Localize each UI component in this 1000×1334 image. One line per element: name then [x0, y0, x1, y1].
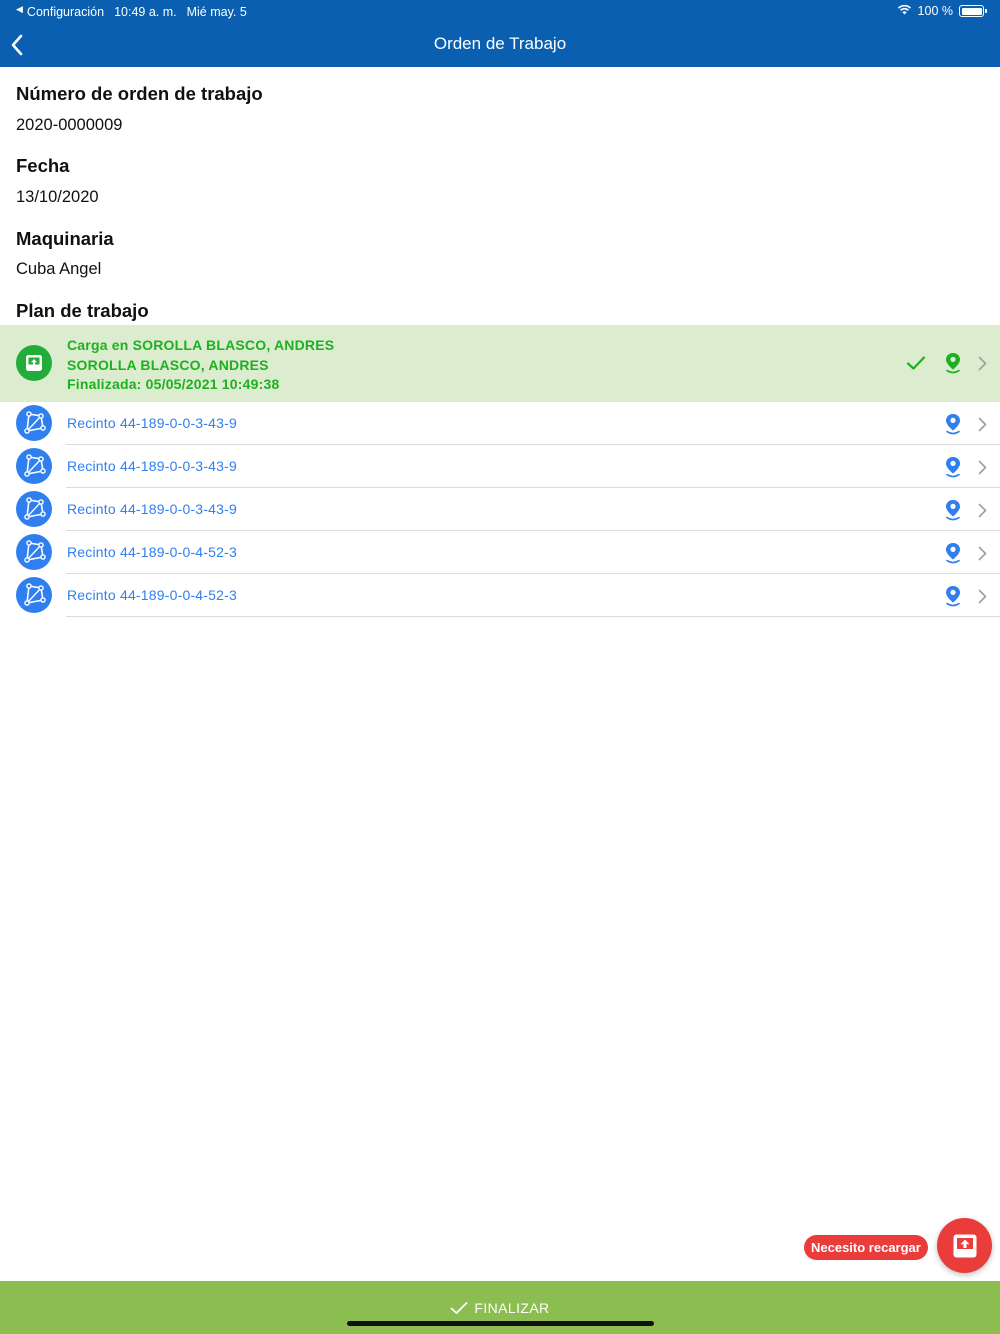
upload-tray-icon: [16, 345, 52, 381]
battery-icon: [959, 5, 984, 17]
polygon-icon: [16, 491, 52, 527]
back-to-app-icon[interactable]: ◀: [16, 4, 23, 14]
top-bar: [0, 0, 1000, 67]
date-label: Fecha: [16, 155, 70, 176]
recinto-label: Recinto 44-189-0-0-4-52-3: [67, 544, 237, 560]
checkmark-icon: [905, 352, 927, 374]
home-indicator: [347, 1321, 654, 1326]
machinery-label: Maquinaria: [16, 228, 114, 249]
status-bar: [0, 0, 1000, 24]
finish-button[interactable]: [0, 1281, 1000, 1334]
completed-title: Carga en SOROLLA BLASCO, ANDRES: [67, 337, 335, 353]
map-pin-icon[interactable]: [941, 351, 965, 375]
chevron-right-icon[interactable]: [974, 414, 990, 434]
plan-item-recinto[interactable]: [0, 402, 1000, 445]
completed-owner: SOROLLA BLASCO, ANDRES: [67, 356, 269, 373]
reload-request-badge[interactable]: Necesito recargar: [804, 1235, 928, 1260]
page-title: Orden de Trabajo: [433, 34, 567, 53]
map-pin-icon[interactable]: [941, 498, 965, 522]
row-divider: [66, 616, 1000, 617]
polygon-icon: [16, 577, 52, 613]
chevron-right-icon[interactable]: [974, 586, 990, 606]
plan-item-recinto[interactable]: [0, 488, 1000, 531]
recinto-label: Recinto 44-189-0-0-4-52-3: [67, 587, 237, 603]
upload-tray-icon: [952, 1233, 978, 1259]
order-number-label: Número de orden de trabajo: [16, 83, 263, 104]
polygon-icon: [16, 534, 52, 570]
plan-label: Plan de trabajo: [16, 300, 149, 321]
status-time: 10:49 a. m.: [114, 5, 177, 19]
finish-label: FINALIZAR: [474, 1299, 550, 1316]
polygon-icon: [16, 405, 52, 441]
battery-percent: 100 %: [917, 4, 953, 18]
wifi-icon: [897, 4, 912, 18]
status-date: Mié may. 5: [186, 5, 247, 19]
order-number-value: 2020-0000009: [16, 116, 123, 134]
recinto-label: Recinto 44-189-0-0-3-43-9: [67, 501, 237, 517]
map-pin-icon[interactable]: [941, 541, 965, 565]
back-to-app-label[interactable]: Configuración: [26, 5, 105, 19]
plan-item-recinto[interactable]: [0, 574, 1000, 617]
chevron-right-icon[interactable]: [974, 500, 990, 520]
recinto-label: Recinto 44-189-0-0-3-43-9: [67, 458, 237, 474]
chevron-right-icon[interactable]: [974, 543, 990, 563]
map-pin-icon[interactable]: [941, 455, 965, 479]
recinto-label: Recinto 44-189-0-0-3-43-9: [67, 415, 237, 431]
checkmark-icon: [450, 1301, 468, 1315]
polygon-icon: [16, 448, 52, 484]
plan-item-recinto[interactable]: [0, 531, 1000, 574]
completed-finished-at: Finalizada: 05/05/2021 10:49:38: [67, 376, 280, 392]
map-pin-icon[interactable]: [941, 584, 965, 608]
plan-item-recinto[interactable]: [0, 445, 1000, 488]
plan-item-completed[interactable]: [0, 325, 1000, 402]
map-pin-icon[interactable]: [941, 412, 965, 436]
reload-button[interactable]: [937, 1218, 992, 1273]
machinery-value: Cuba Angel: [16, 260, 102, 278]
chevron-right-icon[interactable]: [974, 353, 990, 373]
date-value: 13/10/2020: [16, 188, 99, 206]
chevron-right-icon[interactable]: [974, 457, 990, 477]
